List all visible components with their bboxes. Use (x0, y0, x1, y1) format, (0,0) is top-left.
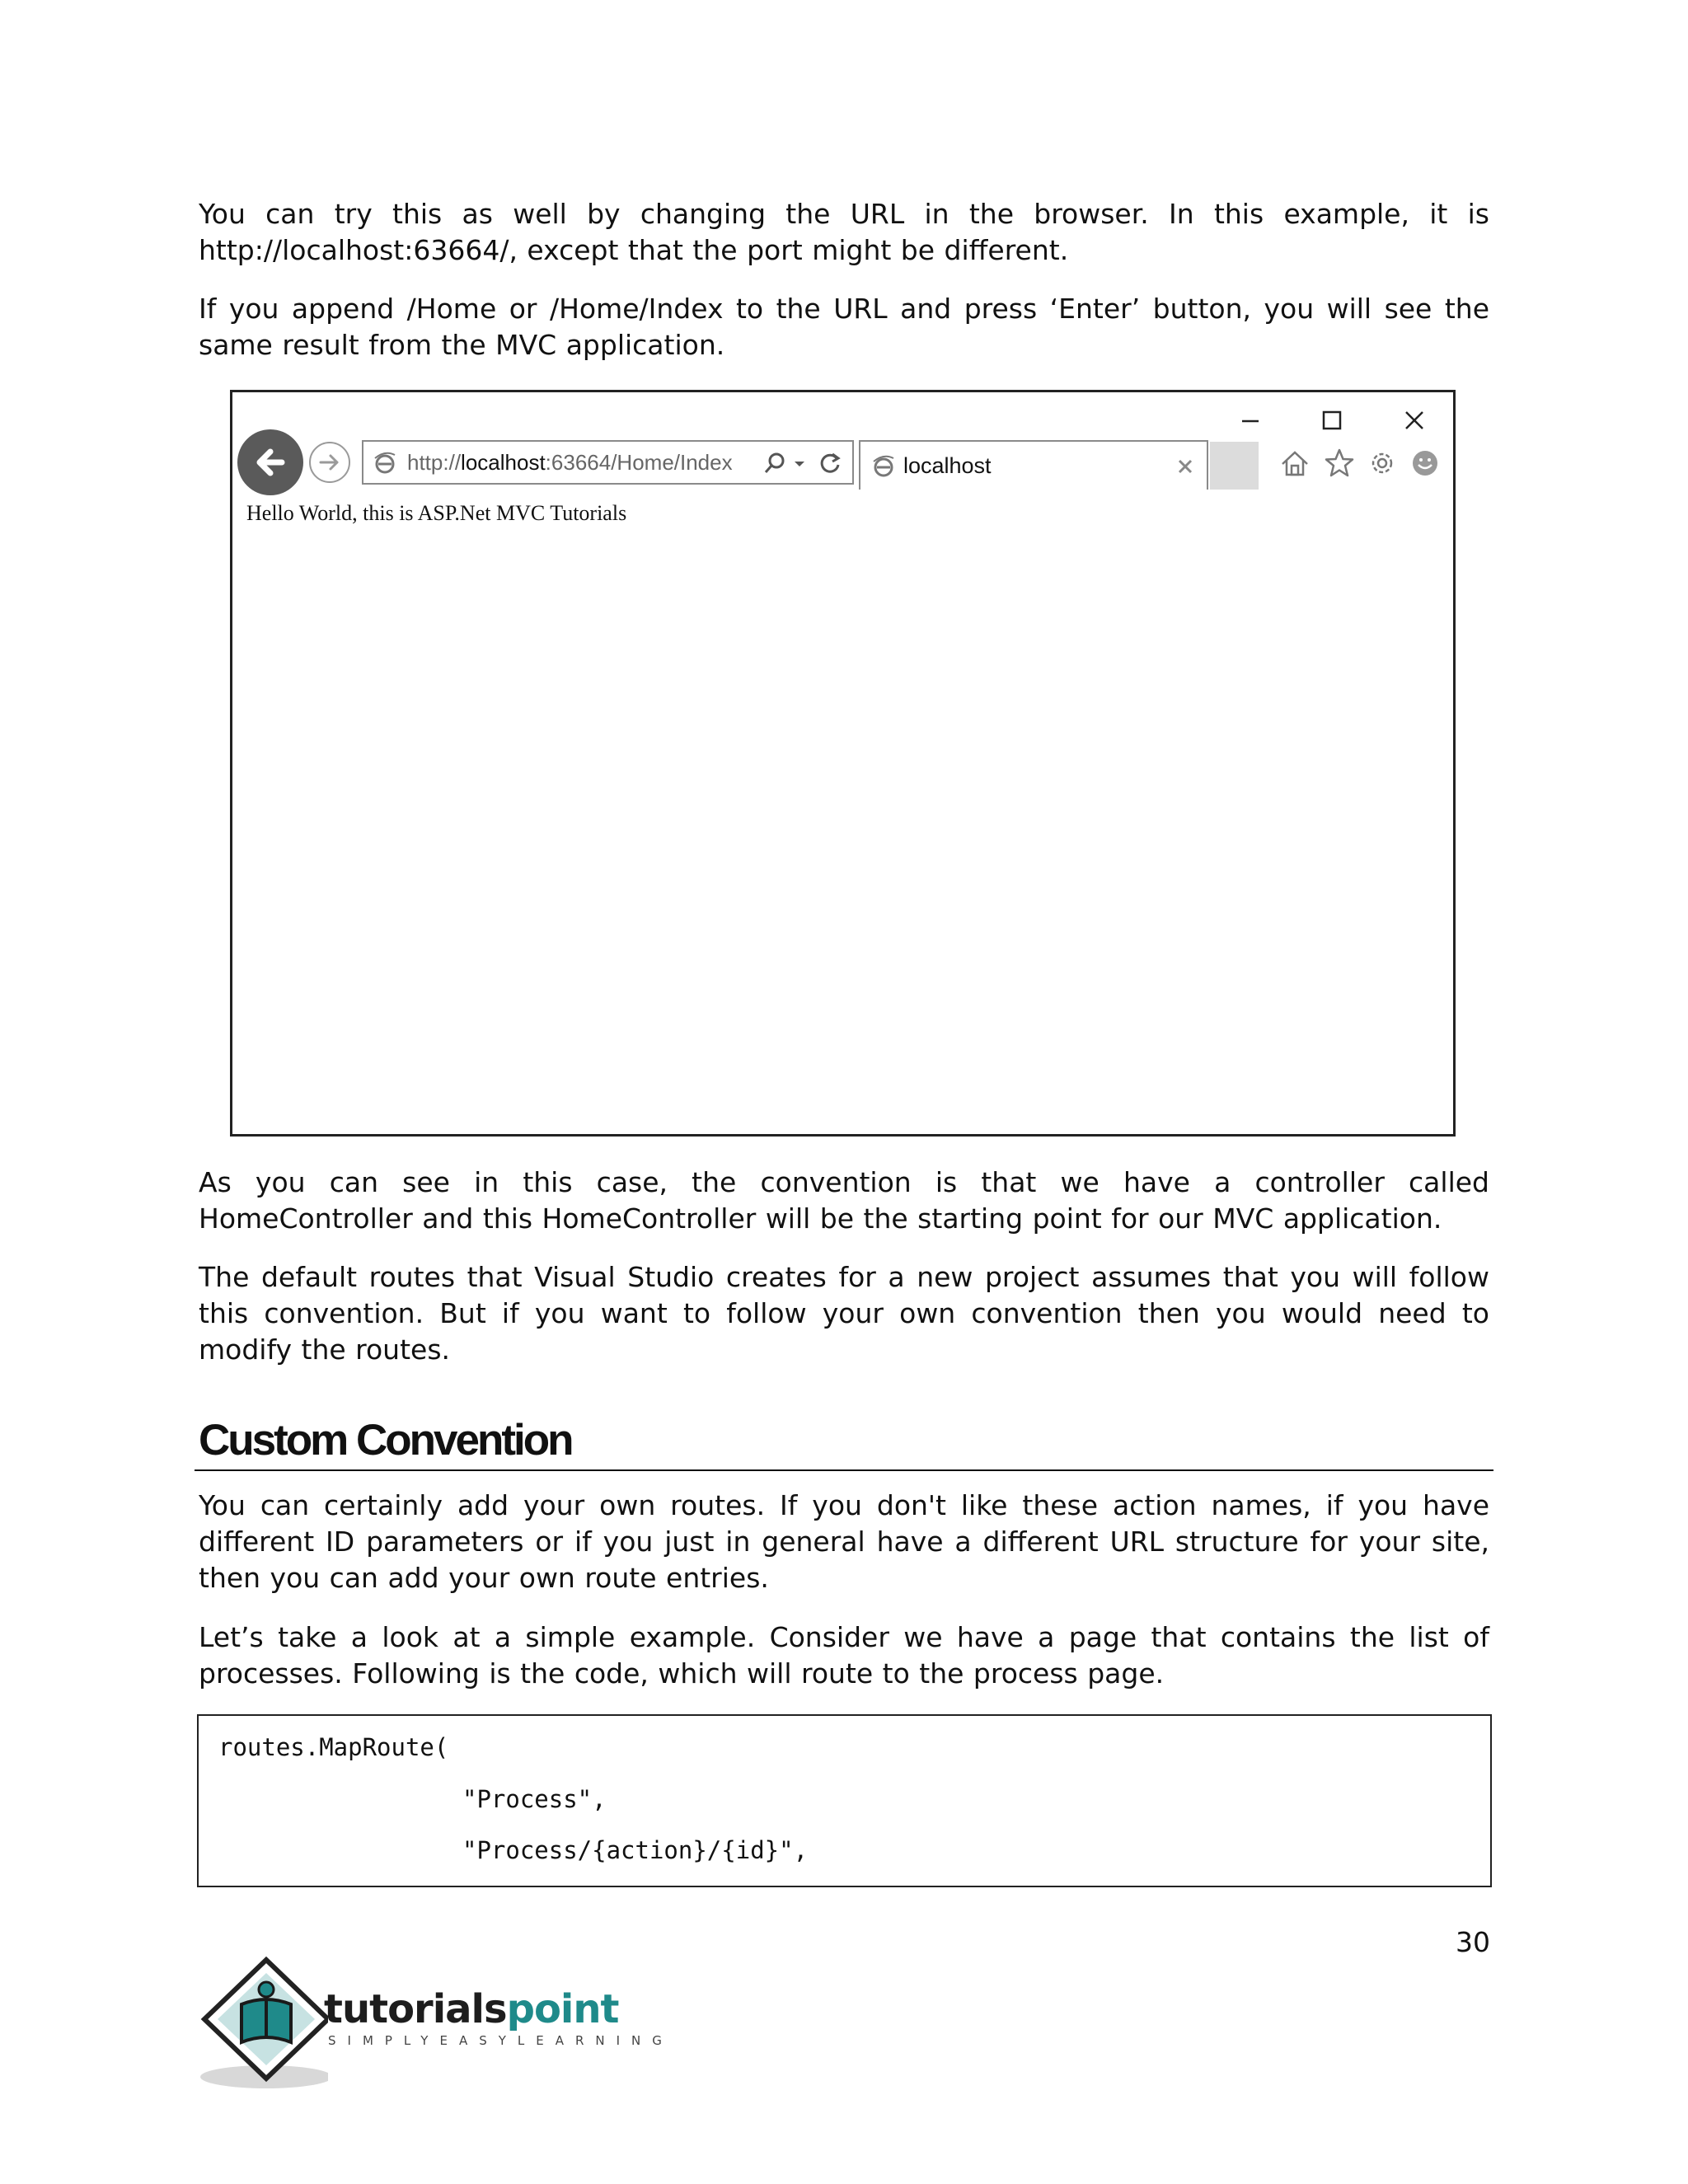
minimize-icon[interactable] (1234, 404, 1267, 437)
paragraph-append-home: If you append /Home or /Home/Index to the URL and press ‘Enter’ button, you will see the same result from the MVC application. (199, 293, 1489, 361)
maximize-icon[interactable] (1315, 404, 1348, 437)
paragraph-default-routes: The default routes that Visual Studio creates for a new project assumes that you will follow this convention. But if you want to follow your own convention then you would need to modify the routes. (199, 1261, 1489, 1366)
address-host: localhost (461, 450, 546, 475)
code-line: "Process/{action}/{id}", (462, 1836, 809, 1864)
logo-emblem-icon (196, 1953, 328, 2093)
refresh-icon[interactable] (817, 450, 843, 476)
dropdown-icon[interactable] (792, 457, 807, 471)
new-tab-button[interactable] (1210, 442, 1259, 490)
page-number: 30 (1456, 1926, 1490, 1958)
back-button[interactable] (237, 429, 303, 495)
tutorialspoint-logo (196, 1953, 673, 2093)
browser-screenshot (230, 390, 1456, 1137)
paragraph-add-routes: You can certainly add your own routes. If you don't like these action names, if you have different ID parameters or if you just in general have a different URL structure for your site, then you can add your own route entries. (199, 1489, 1489, 1594)
ie-icon (870, 453, 897, 480)
logo-word-point: point (506, 1986, 619, 2032)
tab-title: localhost (903, 453, 992, 478)
browser-page-text: Hello World, this is ASP.Net MVC Tutorials (246, 501, 627, 525)
code-line: "Process", (462, 1785, 607, 1813)
logo-tagline: SIMPLYEASYLEARNING (328, 2033, 673, 2048)
star-icon[interactable] (1322, 446, 1357, 480)
search-icon[interactable] (762, 450, 788, 476)
forward-arrow-icon (311, 443, 349, 481)
paragraph-simple-example: Let’s take a look at a simple example. Consider we have a page that contains the list of processes. Following is the code, which will route to the process page. (199, 1621, 1489, 1690)
back-arrow-icon (237, 429, 303, 495)
address-text[interactable] (407, 448, 733, 476)
section-heading: Custom Convention (199, 1416, 572, 1465)
logo-word-tutorials: tutorials (324, 1986, 507, 2032)
paragraph-convention: As you can see in this case, the convention is that we have a controller called HomeController and this HomeController will be the starting point for our MVC application. (199, 1166, 1489, 1235)
tab-close-icon[interactable] (1175, 457, 1195, 476)
ie-icon (372, 450, 398, 476)
address-bar[interactable] (362, 440, 854, 485)
forward-button[interactable] (309, 442, 350, 483)
smiley-icon[interactable] (1408, 446, 1442, 480)
gear-icon[interactable] (1365, 446, 1400, 480)
code-line: routes.MapRoute( (218, 1733, 449, 1761)
address-scheme: http:// (407, 450, 462, 475)
home-icon[interactable] (1278, 446, 1312, 480)
tab-localhost[interactable] (859, 440, 1208, 490)
address-path: :63664/Home/Index (545, 450, 733, 475)
heading-divider (195, 1469, 1493, 1471)
logo-wordmark (324, 1985, 618, 2034)
close-icon[interactable] (1398, 404, 1431, 437)
paragraph-port-note: You can try this as well by changing the URL in the browser. In this example, it is http://localhost:63664/, except that the port might be different. (199, 198, 1489, 266)
code-block (197, 1714, 1492, 1887)
